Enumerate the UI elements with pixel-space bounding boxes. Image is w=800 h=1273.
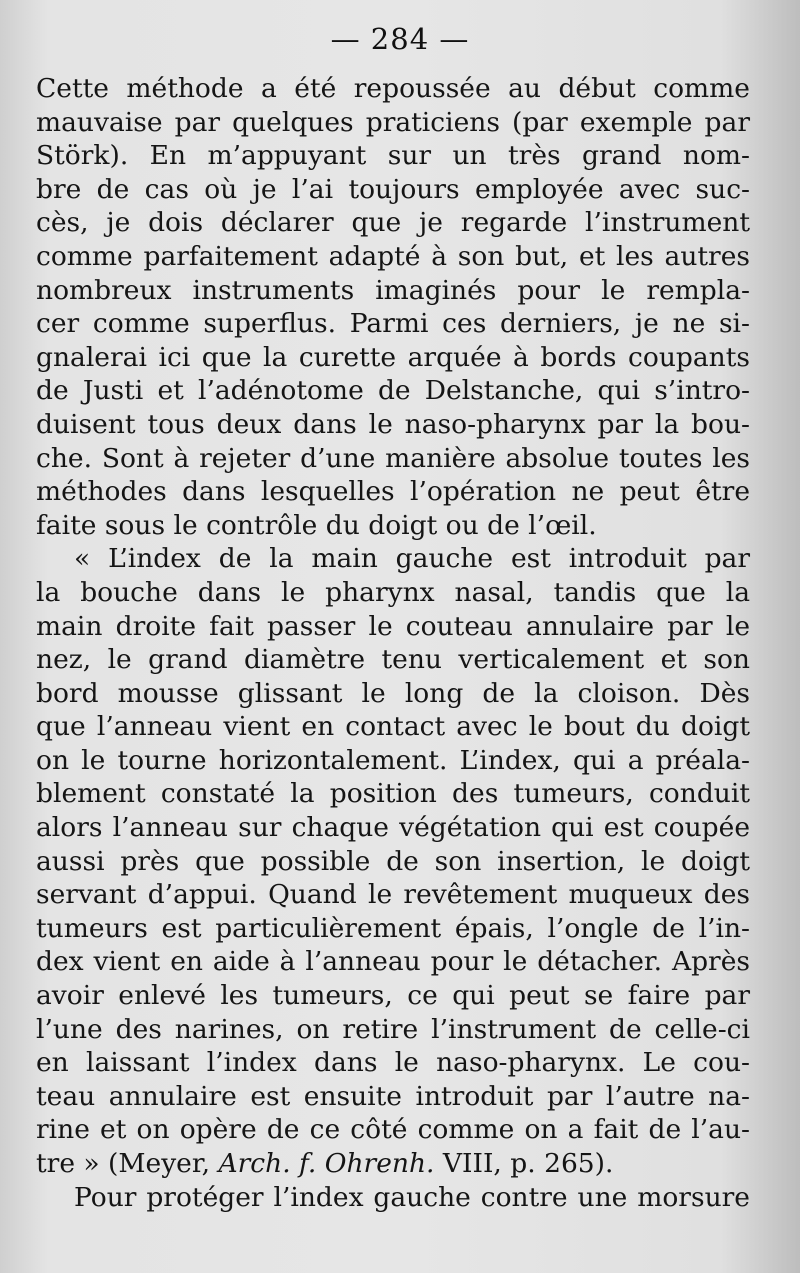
text-line: dex vient en aide à l’anneau pour le détacher. Après (36, 946, 750, 978)
text-line: cès, je dois déclarer que je regarde l’instrument (36, 207, 750, 239)
text-line: l’une des narines, on retire l’instrument de celle-ci (36, 1013, 750, 1045)
text-line: méthodes dans lesquelles l’opération ne peut être (36, 476, 750, 508)
text-line: tumeurs est particulièrement épais, l’ongle de l’in- (36, 912, 750, 944)
text-line: avoir enlevé les tumeurs, ce qui peut se faire par (36, 980, 750, 1012)
text-line: comme parfaitement adapté à son but, et les autres (36, 240, 750, 272)
body-text (36, 72, 750, 1214)
citation-prefix: tre » (Meyer, (36, 1148, 219, 1179)
text-line: blement constaté la position des tumeurs, conduit (36, 778, 750, 810)
text-line: de Justi et l’adénotome de Delstanche, qui s’intro- (36, 375, 750, 407)
text-line: alors l’anneau sur chaque végétation qui est coupée (36, 812, 750, 844)
page-number-header: — 284 — (330, 22, 470, 56)
text-line: che. Sont à rejeter d’une manière absolue toutes les (36, 442, 750, 474)
text-line: que l’anneau vient en contact avec le bout du doigt (36, 711, 750, 743)
text-line: bre de cas où je l’ai toujours employée avec suc- (36, 173, 750, 205)
text-line: nez, le grand diamètre tenu verticalement et son (36, 644, 750, 676)
text-line: main droite fait passer le couteau annulaire par le (36, 610, 750, 642)
text-line: on le tourne horizontalement. L’index, qui a préala- (36, 744, 750, 776)
text-line: teau annulaire est ensuite introduit par l’autre na- (36, 1080, 750, 1112)
text-line: bord mousse glissant le long de la cloison. Dès (36, 677, 750, 709)
quote-start-line: « L’index de la main gauche est introduit par (74, 543, 750, 575)
text-line: rine et on opère de ce côté comme on a fait de l’au- (36, 1114, 750, 1146)
text-line: duisent tous deux dans le naso-pharynx par la bou- (36, 408, 750, 440)
text-line: cer comme superflus. Parmi ces derniers, je ne si- (36, 308, 750, 340)
text-line: Störk). En m’appuyant sur un très grand nom- (36, 140, 750, 172)
text-line: nombreux instruments imaginés pour le rempla- (36, 274, 750, 306)
text-line: en laissant l’index dans le naso-pharynx. Le cou- (36, 1047, 750, 1079)
paragraph-start-line: Pour protéger l’index gauche contre une morsure (74, 1181, 750, 1213)
text-line: la bouche dans le pharynx nasal, tandis que la (36, 576, 750, 608)
text-line: gnalerai ici que la curette arquée à bords coupants (36, 341, 750, 373)
text-line: mauvaise par quelques praticiens (par exemple par (36, 106, 750, 138)
citation-line (36, 1147, 750, 1181)
journal-title: Arch. f. Ohrenh. (218, 1148, 435, 1179)
text-line: aussi près que possible de son insertion, le doigt (36, 845, 750, 877)
citation-suffix: VIII, p. 265). (434, 1148, 614, 1179)
paragraph-end-line: faite sous le contrôle du doigt ou de l’œil. (36, 509, 597, 541)
text-line: Cette méthode a été repoussée au début comme (36, 73, 750, 104)
text-line: servant d’appui. Quand le revêtement muqueux des (36, 879, 750, 911)
